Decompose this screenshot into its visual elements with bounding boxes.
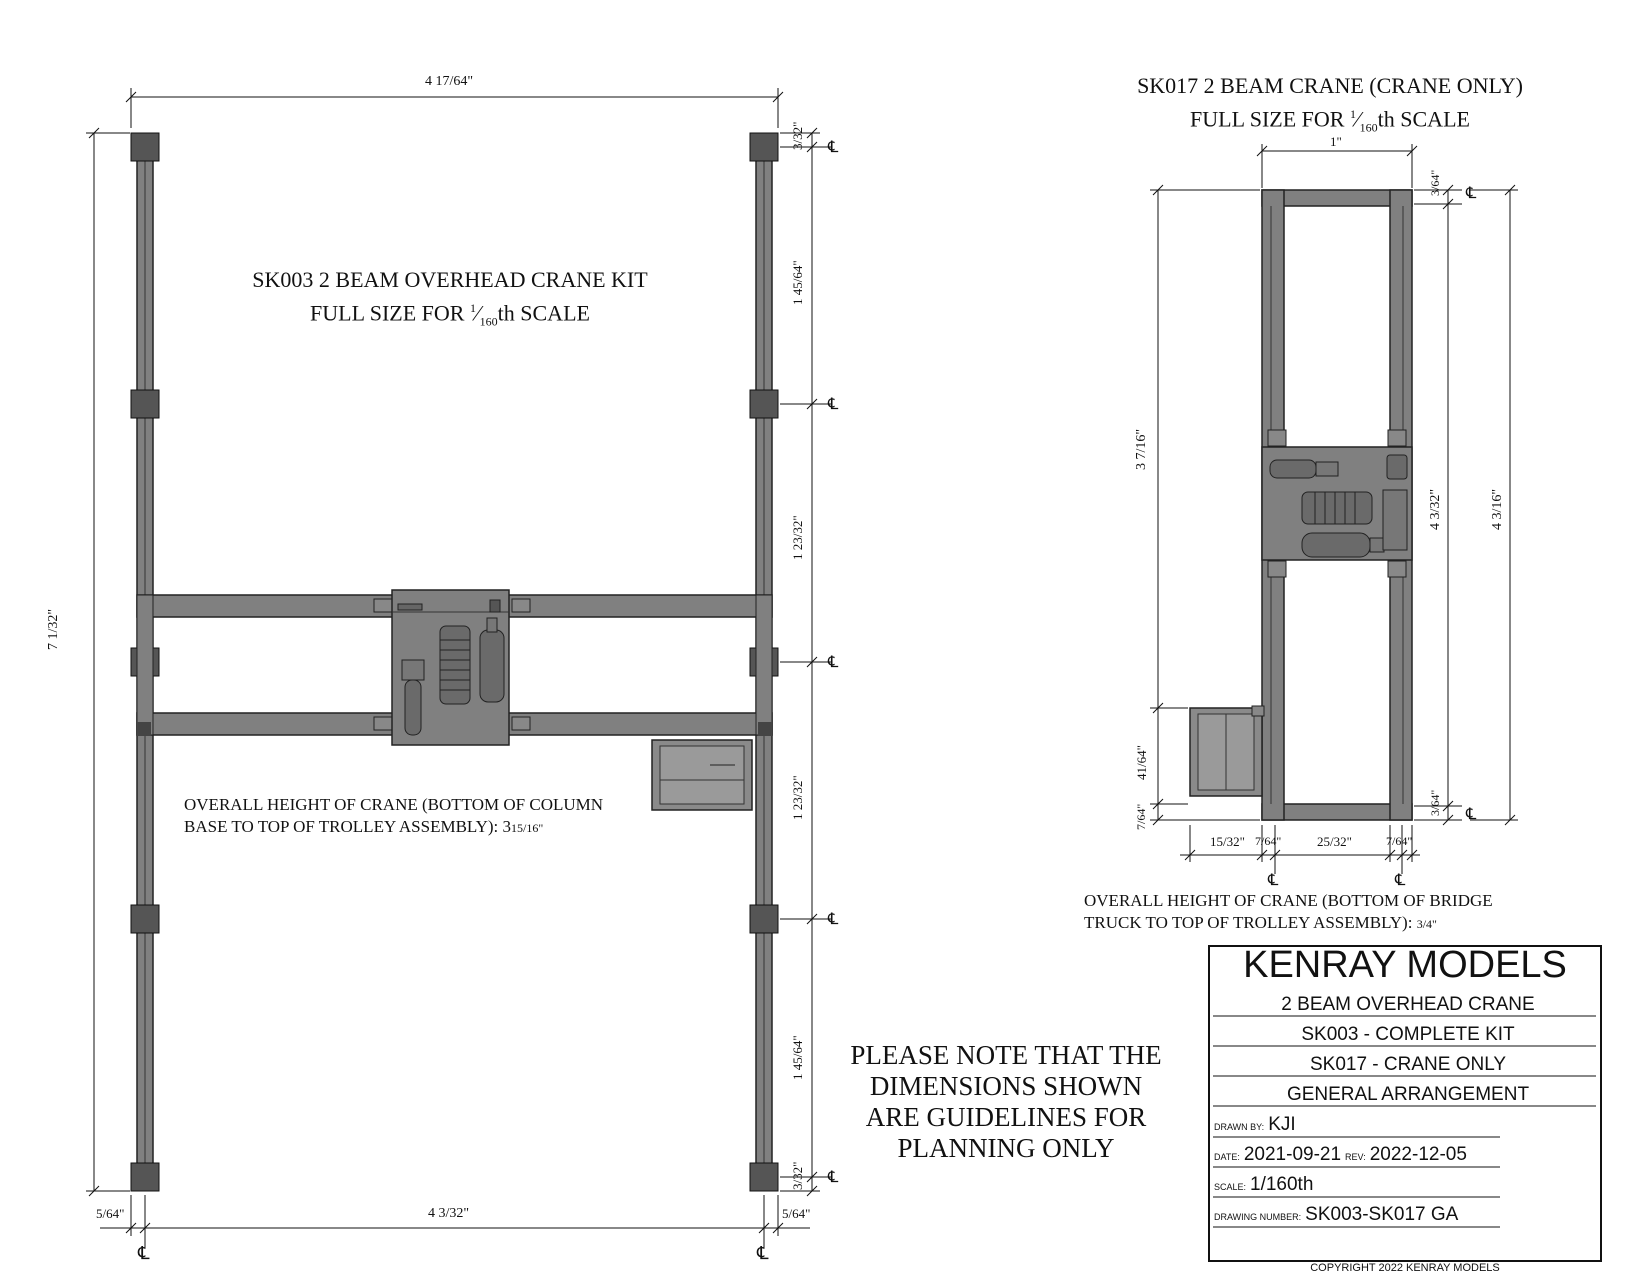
disclaimer-line4: PLANNING ONLY [897, 1133, 1115, 1163]
crane-title-post: th SCALE [1377, 106, 1470, 132]
disclaimer-line2: DIMENSIONS SHOWN [869, 1071, 1143, 1101]
tb-date-label: DATE: [1214, 1152, 1240, 1162]
centerline-r4: ℄ [828, 911, 839, 928]
centerline-right: ℄ [757, 1243, 769, 1263]
crane-centerline-b1: ℄ [1268, 872, 1279, 889]
tb-drawing-number-row [1214, 1204, 1458, 1226]
crane-centerline-bottom: ℄ [1466, 806, 1477, 823]
tb-line2: SK003 - COMPLETE KIT [1301, 1024, 1515, 1045]
tb-drawn-by-label: DRAWN BY: [1214, 1122, 1265, 1132]
crane-dim-cab-base: 7/64" [1134, 803, 1148, 830]
centerline-r2: ℄ [828, 396, 839, 413]
kit-view-title [200, 266, 700, 336]
kit-title-frac-n: 1 [469, 301, 476, 315]
dim-right-chain-2: 1 45/64" [790, 260, 805, 305]
tb-line4: GENERAL ARRANGEMENT [1286, 1084, 1530, 1105]
crane-plan-view [1150, 144, 1518, 874]
kit-title-line2: FULL SIZE FOR $^1⁄_{160}th$ SCALE [310, 300, 590, 329]
crane-dim-bottom-1: 15/32" [1210, 834, 1245, 849]
crane-view-title [1080, 72, 1580, 142]
tb-scale: 1/160th [1250, 1174, 1314, 1195]
company-name: KENRAY MODELS [1243, 944, 1567, 986]
crane-dim-top-offset: 3/64" [1428, 169, 1442, 196]
tb-line1: 2 BEAM OVERHEAD CRANE [1281, 994, 1535, 1015]
tb-rev-label: REV: [1345, 1152, 1366, 1162]
centerline-r1: ℄ [828, 139, 839, 156]
dim-right-chain [780, 128, 832, 1196]
dim-label-left-offset: 5/64" [96, 1206, 125, 1221]
crane-centerline-top: ℄ [1466, 185, 1477, 202]
dim-right-chain-1: 3/32" [790, 121, 805, 150]
dim-overall-width [126, 88, 783, 128]
crane-title-line1: SK017 2 BEAM CRANE (CRANE ONLY) [1137, 73, 1523, 98]
dim-right-chain-4: 1 23/32" [790, 775, 805, 820]
crane-title-pre: FULL SIZE FOR [1190, 106, 1350, 132]
copyright: COPYRIGHT 2022 KENRAY MODELS [1310, 1262, 1500, 1274]
kit-note-frac: 15/16" [511, 821, 544, 835]
crane-dim-cab-height: 41/64" [1134, 745, 1149, 780]
tb-drawn-by: KJI [1268, 1114, 1296, 1135]
dim-label-overall-height: 7 1/32" [46, 608, 61, 650]
kit-title-frac-d: 160 [479, 314, 498, 329]
crane-title-frac-n: 1 [1349, 107, 1356, 121]
crane-dim-left-height: 3 7/16" [1134, 428, 1149, 470]
dim-label-right-offset: 5/64" [782, 1206, 811, 1221]
trolley-assembly [392, 590, 509, 745]
tb-drawing-number: SK003-SK017 GA [1305, 1204, 1459, 1225]
operator-cab [652, 740, 752, 810]
centerline-left: ℄ [138, 1243, 150, 1263]
crane-centerline-b2: ℄ [1395, 872, 1406, 889]
disclaimer-line3: ARE GUIDELINES FOR [865, 1102, 1147, 1132]
kit-title-line1: SK003 2 BEAM OVERHEAD CRANE KIT [252, 267, 648, 292]
crane-dim-width: 1" [1330, 134, 1342, 149]
crane-title-frac-d: 160 [1359, 120, 1378, 135]
centerline-r3: ℄ [828, 654, 839, 671]
tb-line3: SK017 - CRANE ONLY [1309, 1054, 1507, 1075]
crane-trolley [1262, 447, 1412, 560]
dim-label-overall-width: 4 17/64" [425, 74, 474, 89]
dim-overall-height [86, 128, 130, 1196]
crane-dim-bottom-offset: 3/64" [1428, 789, 1442, 816]
crane-dim-bottom-3: 25/32" [1317, 834, 1352, 849]
centerline-r5: ℄ [828, 1169, 839, 1186]
tb-date-row [1214, 1144, 1467, 1166]
crane-note-line1: OVERALL HEIGHT OF CRANE (BOTTOM OF BRIDGE [1084, 891, 1493, 910]
tb-scale-row [1214, 1174, 1313, 1196]
dim-right-chain-5: 1 45/64" [790, 1035, 805, 1080]
crane-dim-mid-height: 4 3/32" [1428, 488, 1443, 530]
kit-plan-view [86, 88, 832, 1248]
kit-note-line1: OVERALL HEIGHT OF CRANE (BOTTOM OF COLUMN [184, 795, 604, 814]
crane-note-line2 [1084, 912, 1534, 935]
tb-drawn-by-row [1214, 1114, 1296, 1136]
crane-cab [1190, 706, 1264, 796]
dim-right-chain-3: 1 23/32" [790, 515, 805, 560]
crane-dim-bottom-2: 7/64" [1255, 834, 1282, 848]
crane-height-note [1084, 890, 1534, 935]
crane-dim-bottom-4: 7/64" [1386, 834, 1413, 848]
dim-right-chain-6: 3/32" [790, 1161, 805, 1190]
kit-height-note [184, 794, 654, 839]
tb-drawing-number-label: DRAWING NUMBER: [1214, 1212, 1302, 1222]
kit-note-line2 [184, 816, 654, 839]
crane-note-frac: 3/4" [1416, 917, 1437, 931]
disclaimer [836, 1040, 1176, 1164]
kit-note-line2-text: BASE TO TOP OF TROLLEY ASSEMBLY): 3 [184, 817, 512, 836]
tb-date: 2021-09-21 [1243, 1144, 1342, 1165]
crane-note-line2-text: TRUCK TO TOP OF TROLLEY ASSEMBLY): [1084, 913, 1417, 932]
crane-dim-right-height: 4 3/16" [1490, 488, 1505, 530]
kit-title-post: th SCALE [497, 300, 590, 326]
crane-title-line2: FULL SIZE FOR $^1⁄_{160}th$ SCALE [1190, 106, 1470, 135]
kit-title-pre: FULL SIZE FOR [310, 300, 470, 326]
disclaimer-line1: PLEASE NOTE THAT THE [850, 1040, 1162, 1070]
dim-label-base-width: 4 3/32" [428, 1206, 470, 1221]
tb-scale-label: SCALE: [1214, 1182, 1247, 1192]
tb-rev: 2022-12-05 [1369, 1144, 1467, 1165]
